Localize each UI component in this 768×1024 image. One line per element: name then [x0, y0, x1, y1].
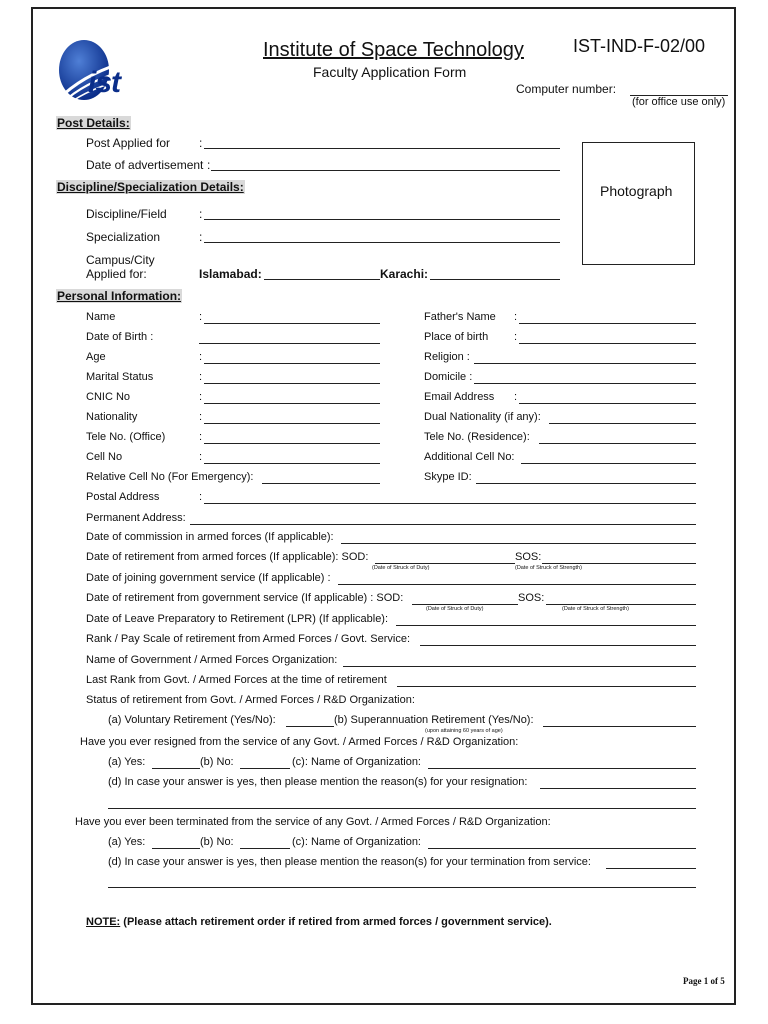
joining-govt-label: Date of joining government service (If applicable) :: [86, 572, 331, 584]
postal-address-label: Postal Address: [86, 491, 160, 503]
sod-note: (Date of Struck of Duty): [426, 606, 484, 612]
skype-label: Skype ID:: [424, 471, 472, 483]
resigned-question: Have you ever resigned from the service of any Govt. / Armed Forces / R&D Organization:: [80, 736, 519, 748]
cell-label: Cell No: [86, 451, 123, 463]
photograph-label: Photograph: [600, 183, 673, 199]
logo-text: ist: [88, 66, 121, 99]
name-label: Name: [86, 311, 116, 323]
islamabad-field[interactable]: [264, 279, 380, 280]
email-label: Email Address: [424, 391, 495, 403]
resign-reason-field-2[interactable]: [108, 808, 696, 809]
colon: :: [514, 311, 518, 323]
resigned-org-field[interactable]: [428, 768, 696, 769]
joining-govt-field[interactable]: [338, 584, 696, 585]
section-post-details: Post Details:: [57, 116, 130, 130]
last-rank-field[interactable]: [397, 686, 696, 687]
specialization-field[interactable]: [204, 242, 560, 243]
terminated-org-label: (c): Name of Organization:: [292, 836, 421, 848]
terminate-reason-label: (d) In case your answer is yes, then please mention the reason(s) for your termination from service:: [108, 856, 591, 868]
colon: :: [514, 331, 518, 343]
lpr-label: Date of Leave Preparatory to Retirement (LPR) (If applicable):: [86, 613, 389, 625]
terminate-reason-field[interactable]: [606, 868, 696, 869]
commission-label: Date of commission in armed forces (If applicable):: [86, 531, 334, 543]
commission-field[interactable]: [341, 543, 696, 544]
colon: :: [199, 136, 203, 150]
resigned-no-field[interactable]: [240, 768, 290, 769]
terminated-question: Have you ever been terminated from the service of any Govt. / Armed Forces / R&D Organization:: [75, 816, 551, 828]
form-title: Faculty Application Form: [313, 64, 467, 80]
tele-residence-field[interactable]: [539, 443, 696, 444]
colon: :: [199, 351, 203, 363]
last-rank-label: Last Rank from Govt. / Armed Forces at the time of retirement: [86, 674, 387, 686]
resign-reason-label: (d) In case your answer is yes, then please mention the reason(s) for your resignation:: [108, 776, 528, 788]
additional-cell-field[interactable]: [521, 463, 696, 464]
postal-address-field[interactable]: [204, 503, 696, 504]
superannuation-field[interactable]: [543, 726, 696, 727]
rank-pay-label: Rank / Pay Scale of retirement from Armed Forces / Govt. Service:: [86, 633, 411, 645]
org-name-field[interactable]: [343, 666, 696, 667]
age-label: Age: [86, 351, 106, 363]
retire-govt-label: Date of retirement from government service (If applicable) : SOD:: [86, 592, 404, 604]
dob-field[interactable]: [199, 343, 380, 344]
colon: :: [199, 230, 203, 244]
colon: :: [199, 411, 203, 423]
colon: :: [199, 431, 203, 443]
relative-cell-field[interactable]: [262, 483, 380, 484]
note-text: (Please attach retirement order if retired from armed forces / government service).: [120, 916, 552, 928]
terminated-no-field[interactable]: [240, 848, 290, 849]
colon: :: [199, 371, 203, 383]
specialization-label: Specialization: [86, 230, 161, 244]
cnic-label: CNIC No: [86, 391, 131, 403]
photograph-box[interactable]: [582, 142, 695, 265]
domicile-label: Domicile :: [424, 371, 473, 383]
sos-note: (Date of Struck of Strength): [515, 565, 582, 571]
institute-title: Institute of Space Technology: [263, 39, 524, 61]
nationality-label: Nationality: [86, 411, 138, 423]
discipline-label: Discipline/Field: [86, 207, 167, 221]
section-personal: Personal Information:: [57, 289, 182, 303]
skype-field[interactable]: [476, 483, 696, 484]
colon: :: [199, 311, 203, 323]
relative-cell-label: Relative Cell No (For Emergency):: [86, 471, 254, 483]
cnic-field[interactable]: [204, 403, 380, 404]
colon: :: [199, 391, 203, 403]
father-name-field[interactable]: [519, 323, 696, 324]
status-retire-label: Status of retirement from Govt. / Armed Forces / R&D Organization:: [86, 694, 415, 706]
retire-armed-sos-field[interactable]: [542, 563, 696, 564]
karachi-label: Karachi:: [380, 267, 429, 281]
superannuation-label: (b) Superannuation Retirement (Yes/No):: [334, 714, 534, 726]
place-of-birth-field[interactable]: [519, 343, 696, 344]
note: [86, 916, 552, 928]
colon: :: [514, 391, 518, 403]
cell-field[interactable]: [204, 463, 380, 464]
place-of-birth-label: Place of birth: [424, 331, 489, 343]
religion-label: Religion :: [424, 351, 470, 363]
islamabad-label: Islamabad:: [199, 267, 262, 281]
office-use-note: (for office use only): [632, 96, 726, 108]
sod-note: (Date of Struck of Duty): [372, 565, 430, 571]
retire-govt-sod-field[interactable]: [412, 604, 518, 605]
retire-armed-sod-field[interactable]: [375, 563, 515, 564]
resign-reason-field[interactable]: [540, 788, 696, 789]
post-applied-field[interactable]: [204, 148, 560, 149]
marital-label: Marital Status: [86, 371, 154, 383]
date-adv-field[interactable]: [211, 170, 560, 171]
colon: :: [199, 451, 203, 463]
colon: :: [199, 207, 203, 221]
post-applied-label: Post Applied for: [86, 136, 171, 150]
permanent-address-label: Permanent Address:: [86, 512, 186, 524]
date-adv-label: Date of advertisement: [86, 158, 204, 172]
name-field[interactable]: [204, 323, 380, 324]
marital-field[interactable]: [204, 383, 380, 384]
retire-govt-sos-label: SOS:: [518, 592, 545, 604]
karachi-field[interactable]: [430, 279, 560, 280]
lpr-field[interactable]: [396, 625, 696, 626]
retire-armed-label: Date of retirement from armed forces (If applicable): SOD:: [86, 551, 369, 563]
org-name-label: Name of Government / Armed Forces Organization:: [86, 654, 338, 666]
retire-govt-sos-field[interactable]: [546, 604, 696, 605]
computer-number-label: Computer number:: [516, 82, 617, 96]
note-label: NOTE:: [86, 916, 121, 928]
retire-armed-sos-label: SOS:: [515, 551, 542, 563]
campus-label-2: Applied for:: [86, 267, 147, 281]
additional-cell-label: Additional Cell No:: [424, 451, 515, 463]
tele-office-label: Tele No. (Office): [86, 431, 166, 443]
colon: :: [207, 158, 211, 172]
nationality-field[interactable]: [204, 423, 380, 424]
resigned-no-label: (b) No:: [200, 756, 234, 768]
form-code: IST-IND-F-02/00: [573, 36, 706, 56]
rank-pay-field[interactable]: [420, 645, 696, 646]
religion-field[interactable]: [474, 363, 696, 364]
email-field[interactable]: [519, 403, 696, 404]
discipline-field[interactable]: [204, 219, 560, 220]
tele-office-field[interactable]: [204, 443, 380, 444]
tele-residence-label: Tele No. (Residence):: [424, 431, 530, 443]
terminated-no-label: (b) No:: [200, 836, 234, 848]
terminate-reason-field-2[interactable]: [108, 887, 696, 888]
dob-label: Date of Birth :: [86, 331, 154, 343]
age-field[interactable]: [204, 363, 380, 364]
colon: :: [199, 491, 203, 503]
sos-note: (Date of Struck of Strength): [562, 606, 629, 612]
terminated-org-field[interactable]: [428, 848, 696, 849]
upon-note: (upon attaining 60 years of age): [425, 728, 503, 734]
page-number: Page 1 of 5: [683, 976, 725, 986]
resigned-yes-label: (a) Yes:: [108, 756, 146, 768]
dual-nationality-field[interactable]: [549, 423, 696, 424]
father-name-label: Father's Name: [424, 311, 496, 323]
voluntary-label: (a) Voluntary Retirement (Yes/No):: [108, 714, 276, 726]
terminated-yes-label: (a) Yes:: [108, 836, 146, 848]
resigned-org-label: (c): Name of Organization:: [292, 756, 421, 768]
dual-nationality-label: Dual Nationality (if any):: [424, 411, 541, 423]
campus-label-1: Campus/City: [86, 253, 155, 267]
terminated-yes-field[interactable]: [152, 848, 200, 849]
resigned-yes-field[interactable]: [152, 768, 200, 769]
domicile-field[interactable]: [474, 383, 696, 384]
section-discipline: Discipline/Specialization Details:: [57, 180, 244, 194]
voluntary-field[interactable]: [286, 726, 334, 727]
permanent-address-field[interactable]: [190, 524, 696, 525]
